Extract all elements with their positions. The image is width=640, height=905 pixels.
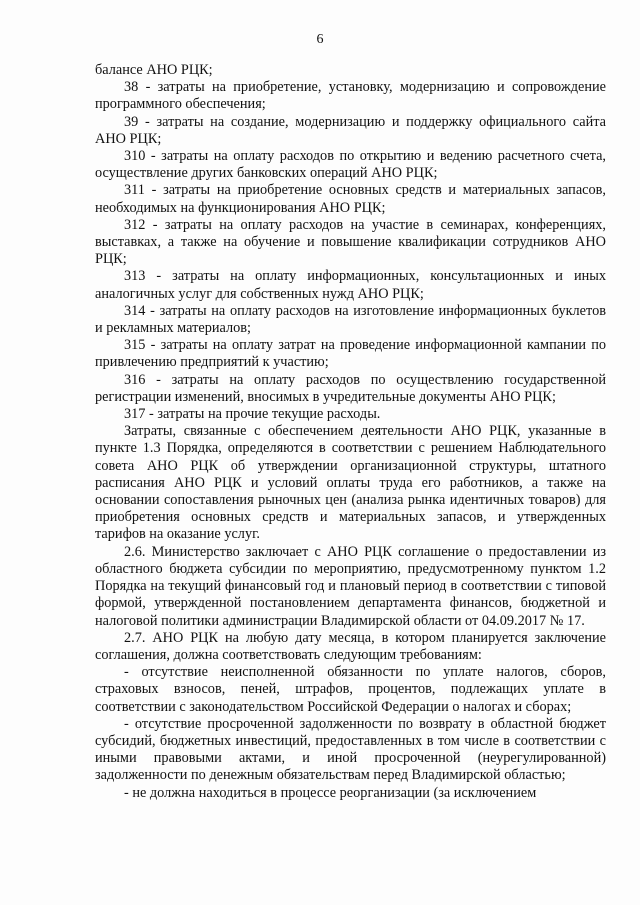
paragraph: 2.7. АНО РЦК на любую дату месяца, в котором планируется заключение соглашения, должна соответствовать следующим требованиям: (95, 629, 606, 663)
paragraph: 316 - затраты на оплату расходов по осуществлению государственной регистрации изменений, вносимых в учредительные документы АНО РЦК; (95, 371, 606, 405)
paragraph: - не должна находиться в процессе реорганизации (за исключением (124, 784, 537, 801)
paragraph: балансе АНО РЦК; (95, 62, 213, 78)
paragraph: 317 - затраты на прочие текущие расходы. (124, 406, 381, 423)
paragraph: 39 - затраты на создание, модернизацию и поддержку официального сайта АНО РЦК; (95, 113, 606, 147)
paragraph: 314 - затраты на оплату расходов на изготовление информационных буклетов и рекламных материалов; (95, 302, 606, 337)
paragraph: Затраты, связанные с обеспечением деятельности АНО РЦК, указанные в пункте 1.3 Порядка, определяются в соответствии с решением Наблюдательного совета АНО РЦК об утверждении организационной структуры, штатного расписания АНО РЦК и условий оплаты труда его работников, а также на основании сопоставления рыночных цен (анализа рынка идентичных товаров) для приобретения основных средств и материальных запасов, и утвержденных тарифов на оказание услуг. (95, 423, 606, 543)
document-body (95, 62, 606, 802)
paragraph: - отсутствие просроченной задолженности по возврату в областной бюджет субсидий, бюджетных инвестиций, предоставленных в том числе в соответствии с иными правовыми актами, и иной просроченной (неурегулированной) задолженности по денежным обязательствам перед Владимирской областью; (95, 715, 606, 784)
page-number: 6 (316, 32, 324, 47)
paragraph: 315 - затраты на оплату затрат на проведение информационной кампании по привлечению предприятий к участию; (95, 337, 606, 371)
paragraph: 2.6. Министерство заключает с АНО РЦК соглашение о предоставлении из областного бюджета субсидии по мероприятию, предусмотренному пунктом 1.2 Порядка на текущий финансовый год и плановый период в соответствии с типовой формой, утвержденной постановлением департамента финансов, бюджетной и налоговой политики администрации Владимирской области от 04.09.2017 № 17. (95, 543, 606, 629)
paragraph: 38 - затраты на приобретение, установку, модернизацию и сопровождение программного обеспечения; (95, 79, 606, 113)
paragraph: 312 - затраты на оплату расходов на участие в семинарах, конференциях, выставках, а также на обучение и повышение квалификации сотрудников АНО РЦК; (95, 216, 606, 268)
paragraph: 310 - затраты на оплату расходов по открытию и ведению расчетного счета, осуществление других банковских операций АНО РЦК; (95, 148, 606, 182)
paragraph: 311 - затраты на приобретение основных средств и материальных запасов, необходимых на функционирования АНО РЦК; (95, 182, 606, 216)
paragraph: 313 - затраты на оплату информационных, консультационных и иных аналогичных услуг для собственных нужд АНО РЦК; (95, 268, 606, 302)
paragraph: - отсутствие неисполненной обязанности по уплате налогов, сборов, страховых взносов, пеней, штрафов, процентов, подлежащих уплате в соответствии с законодательством Российской Федерации о налогах и сборах; (95, 664, 606, 715)
